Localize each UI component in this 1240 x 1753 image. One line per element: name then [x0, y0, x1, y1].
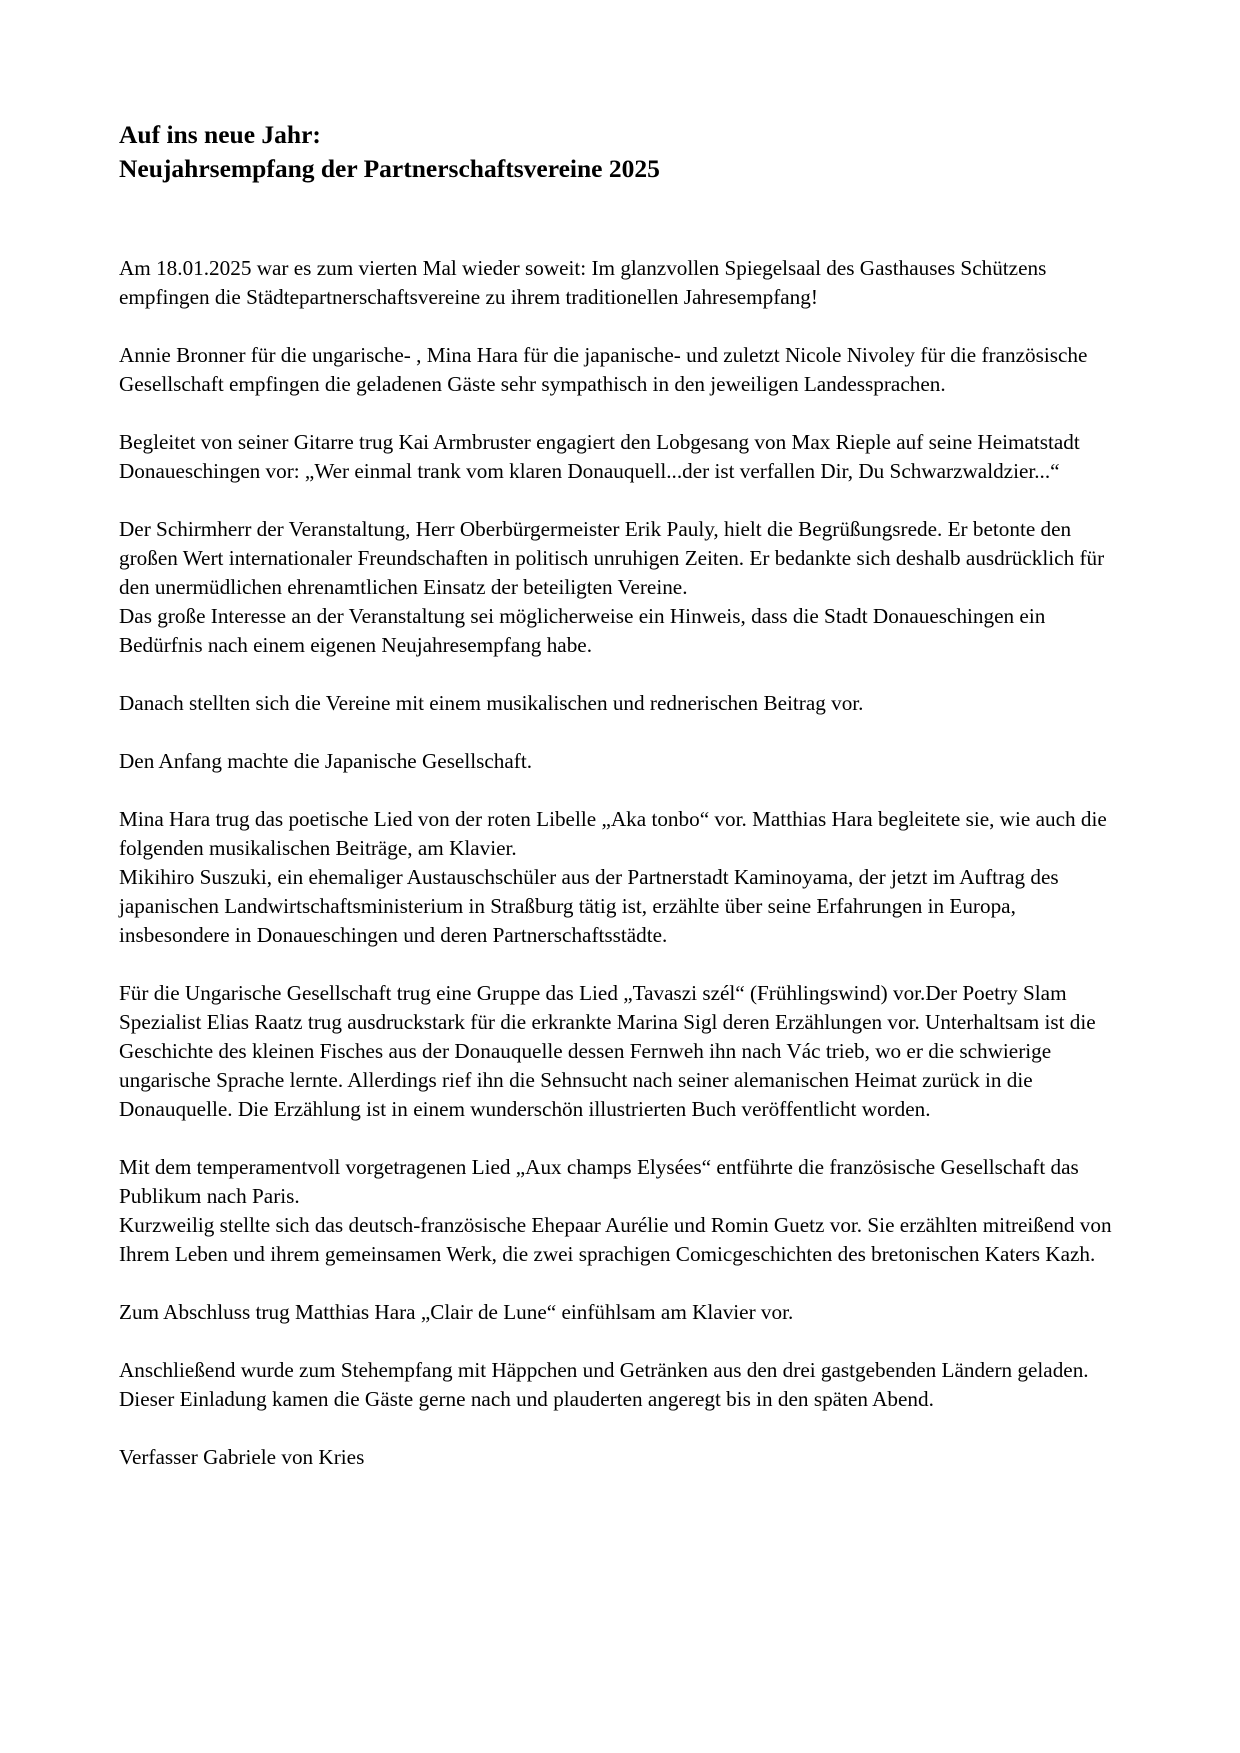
paragraph-french-song: Mit dem temperamentvoll vorgetragenen Lied „Aux champs Elysées“ entführte die französische Gesellschaft das Publikum nach Paris.: [119, 1155, 1079, 1208]
title-line-1: Auf ins neue Jahr:: [119, 120, 321, 149]
paragraph-reception: Anschließend wurde zum Stehempfang mit Häppchen und Getränken aus den drei gastgebenden Ländern geladen. Dieser Einladung kamen die Gäste gerne nach und plauderten angeregt bis in den späten Abend.: [119, 1358, 1089, 1411]
paragraph-hungarian: Für die Ungarische Gesellschaft trug eine Gruppe das Lied „Tavaszi szél“ (Frühlingswind) vor.Der Poetry Slam Spezialist Elias Raatz trug ausdruckstark für die erkrankte Marina Sigl deren Erzählungen vor. Unterhaltsam ist die Geschichte des kleinen Fisches aus der Donauquelle dessen Fernweh ihn nach Vác trieb, wo er die schwierige ungarische Sprache lernte. Allerdings rief ihn die Sehnsucht nach seiner alemanischen Heimat zurück in die Donauquelle. Die Erzählung ist in einem wunderschön illustrierten Buch veröffentlicht worden.: [119, 981, 1096, 1121]
paragraph-guetz: Kurzweilig stellte sich das deutsch-französische Ehepaar Aurélie und Romin Guetz vor. Sie erzählten mitreißend von Ihrem Leben und ihrem gemeinsamen Werk, die zwei sprachigen Comicgeschichten des bretonischen Katers Kazh.: [119, 1213, 1112, 1266]
article-body: [119, 254, 1129, 1472]
paragraph-japanese-start: Den Anfang machte die Japanische Gesellschaft.: [119, 749, 533, 773]
paragraph-interest: Das große Interesse an der Veranstaltung sei möglicherweise ein Hinweis, dass die Stadt Donaueschingen ein Bedürfnis nach einem eigenen Neujahresempfang habe.: [119, 604, 1046, 657]
paragraph-clair-de-lune: Zum Abschluss trug Matthias Hara „Clair de Lune“ einfühlsam am Klavier vor.: [119, 1300, 794, 1324]
paragraph-associations: Danach stellten sich die Vereine mit einem musikalischen und rednerischen Beitrag vor.: [119, 691, 864, 715]
author-line: Verfasser Gabriele von Kries: [119, 1445, 365, 1469]
paragraph-suszuki: Mikihiro Suszuki, ein ehemaliger Austauschschüler aus der Partnerstadt Kaminoyama, der jetzt im Auftrag des japanischen Landwirtschaftsministerium in Straßburg tätig ist, erzählte über seine Erfahrungen in Europa, insbesondere in Donaueschingen und deren Partnerschaftsstädte.: [119, 865, 1059, 947]
title-line-2: Neujahrsempfang der Partnerschaftsvereine 2025: [119, 154, 660, 183]
paragraph-aka-tonbo: Mina Hara trug das poetische Lied von der roten Libelle „Aka tonbo“ vor. Matthias Hara begleitete sie, wie auch die folgenden musikalischen Beiträge, am Klavier.: [119, 807, 1107, 860]
paragraph-guitar-song: Begleitet von seiner Gitarre trug Kai Armbruster engagiert den Lobgesang von Max Rieple auf seine Heimatstadt Donaueschingen vor: „Wer einmal trank vom klaren Donauquell...der ist verfallen Dir, Du Schwarzwaldzier...“: [119, 430, 1080, 483]
paragraph-greeting: Annie Bronner für die ungarische- , Mina Hara für die japanische- und zuletzt Nicole Nivoley für die französische Gesellschaft empfingen die geladenen Gäste sehr sympathisch in den jeweiligen Landessprachen.: [119, 343, 1088, 396]
document-page: [119, 118, 1129, 1501]
document-title: [119, 118, 1129, 186]
paragraph-mayor-speech: Der Schirmherr der Veranstaltung, Herr Oberbürgermeister Erik Pauly, hielt die Begrüßungsrede. Er betonte den großen Wert internationaler Freundschaften in politisch unruhigen Zeiten. Er bedankte sich deshalb ausdrücklich für den unermüdlichen ehrenamtlichen Einsatz der beteiligten Vereine.: [119, 517, 1105, 599]
paragraph-intro: Am 18.01.2025 war es zum vierten Mal wieder soweit: Im glanzvollen Spiegelsaal des Gasthauses Schützens empfingen die Städtepartnerschaftsvereine zu ihrem traditionellen Jahresempfang!: [119, 256, 1047, 309]
